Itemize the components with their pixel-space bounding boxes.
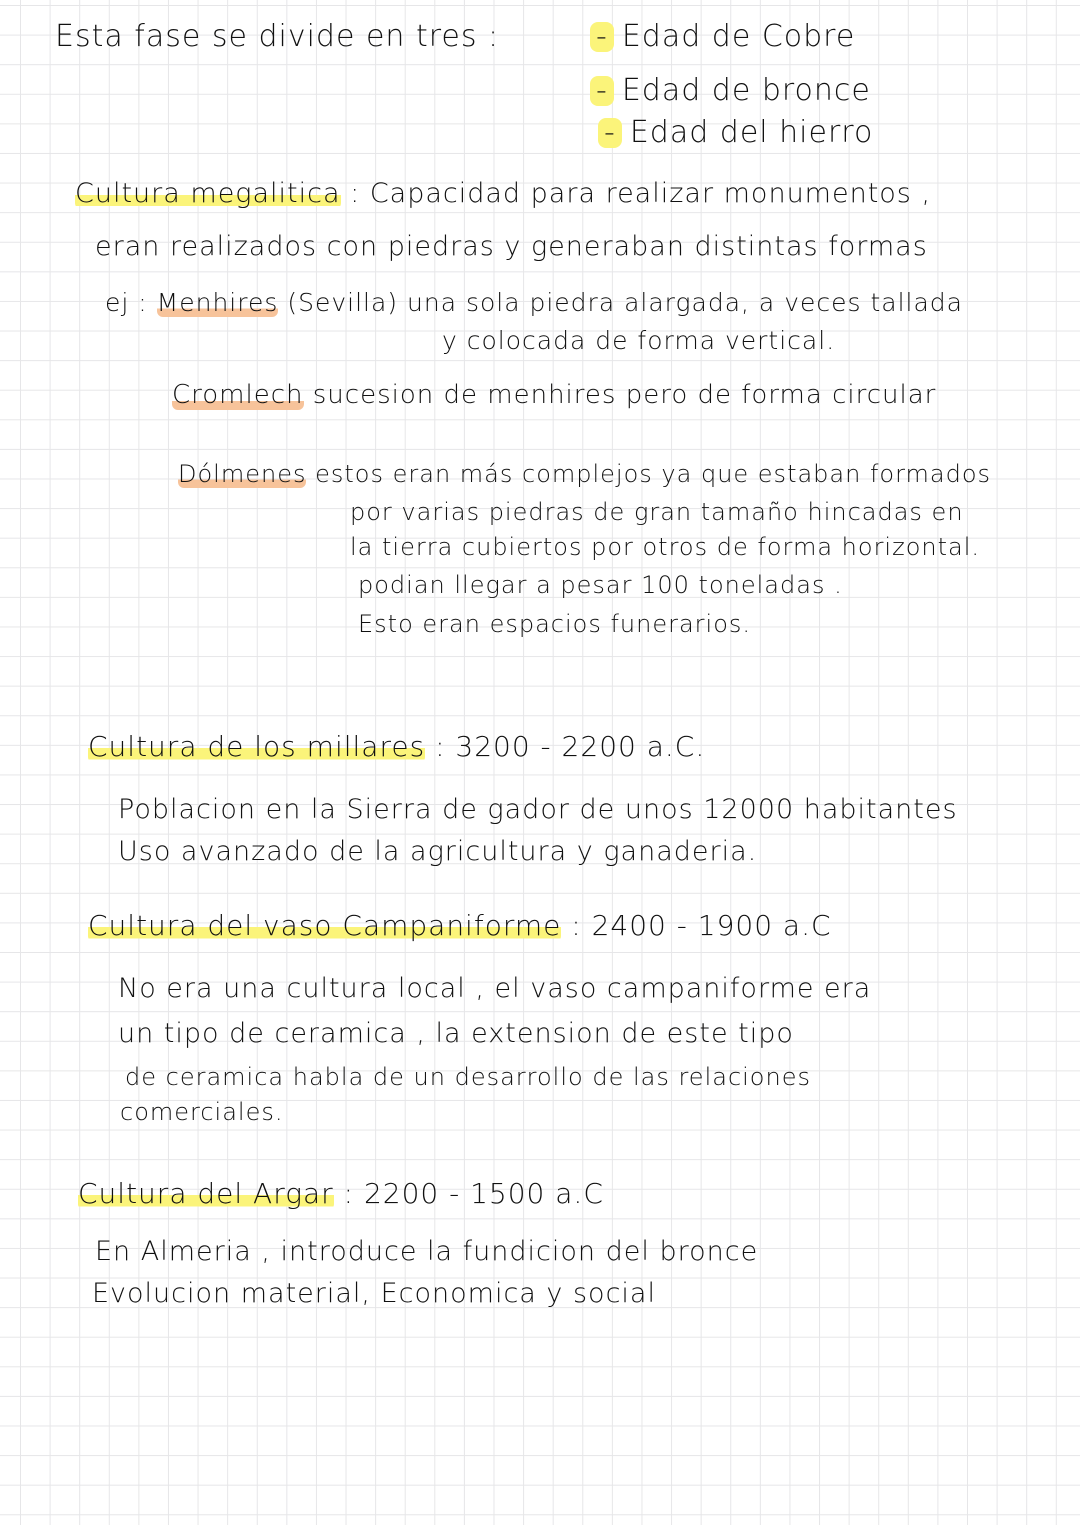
campaniforme-line2: un tipo de ceramica , la extension de este tipo [118,1018,794,1049]
argar-line1: En Almeria , introduce la fundicion del bronce [95,1236,759,1267]
millares-heading [88,730,706,763]
example-prefix: ej : [105,288,148,317]
millares-title: Cultura de los millares [88,730,426,763]
millares-dates: : 3200 - 2200 a.C. [435,730,706,763]
dolmenes-line2: por varias piedras de gran tamaño hincadas en [350,498,964,526]
millares-line2: Uso avanzado de la agricultura y ganaderia. [118,836,758,867]
campaniforme-heading [88,909,832,942]
megalitica-title: Cultura megalitica [75,178,341,209]
menhires-term: Menhires [156,288,279,317]
intro-text: Esta fase se divide en tres : [55,19,500,54]
megalitica-line1: : Capacidad para realizar monumentos , [350,178,932,209]
campaniforme-line4: comerciales. [120,1098,284,1126]
menhires-row [105,290,963,315]
menhires-line2: y colocada de forma vertical. [442,326,836,355]
cromlech-row [172,382,936,408]
bullet-dash-icon: - [590,76,614,106]
intro-item-label: Edad de Cobre [621,19,856,54]
dolmenes-line5: Esto eran espacios funerarios. [358,610,752,638]
argar-title: Cultura del Argar [78,1177,334,1210]
bullet-dash-icon: - [598,118,622,148]
dolmenes-row [178,462,991,486]
megalitica-line2: eran realizados con piedras y generaban distintas formas [95,231,928,262]
cromlech-line1: sucesion de menhires pero de forma circular [312,380,937,410]
argar-dates: : 2200 - 1500 a.C [343,1177,604,1210]
campaniforme-title: Cultura del vaso Campaniforme [88,909,562,942]
dolmenes-line1: estos eran más complejos ya que estaban formados [315,460,992,488]
menhires-line1: (Sevilla) una sola piedra alargada, a veces tallada [287,288,963,317]
campaniforme-line1: No era una cultura local , el vaso campaniforme era [118,973,872,1004]
argar-line2: Evolucion material, Economica y social [92,1278,656,1309]
intro-item-label: Edad de bronce [621,73,871,108]
millares-line1: Poblacion en la Sierra de gador de unos 12000 habitantes [118,794,958,825]
campaniforme-line3: de ceramica habla de un desarrollo de las relaciones [125,1063,811,1091]
cromlech-term: Cromlech [172,380,304,410]
dolmenes-line3: la tierra cubiertos por otros de forma horizontal. [350,533,981,561]
intro-item-copper [590,19,856,54]
intro-item-label: Edad del hierro [629,115,874,150]
dolmenes-term: Dólmenes [178,460,307,488]
bullet-dash-icon: - [590,22,614,52]
intro-item-iron [598,115,874,150]
megalitica-heading [75,180,931,207]
campaniforme-dates: : 2400 - 1900 a.C [571,909,832,942]
intro-item-bronze [590,73,871,108]
dolmenes-line4: podian llegar a pesar 100 toneladas . [358,571,843,599]
argar-heading [78,1177,604,1210]
